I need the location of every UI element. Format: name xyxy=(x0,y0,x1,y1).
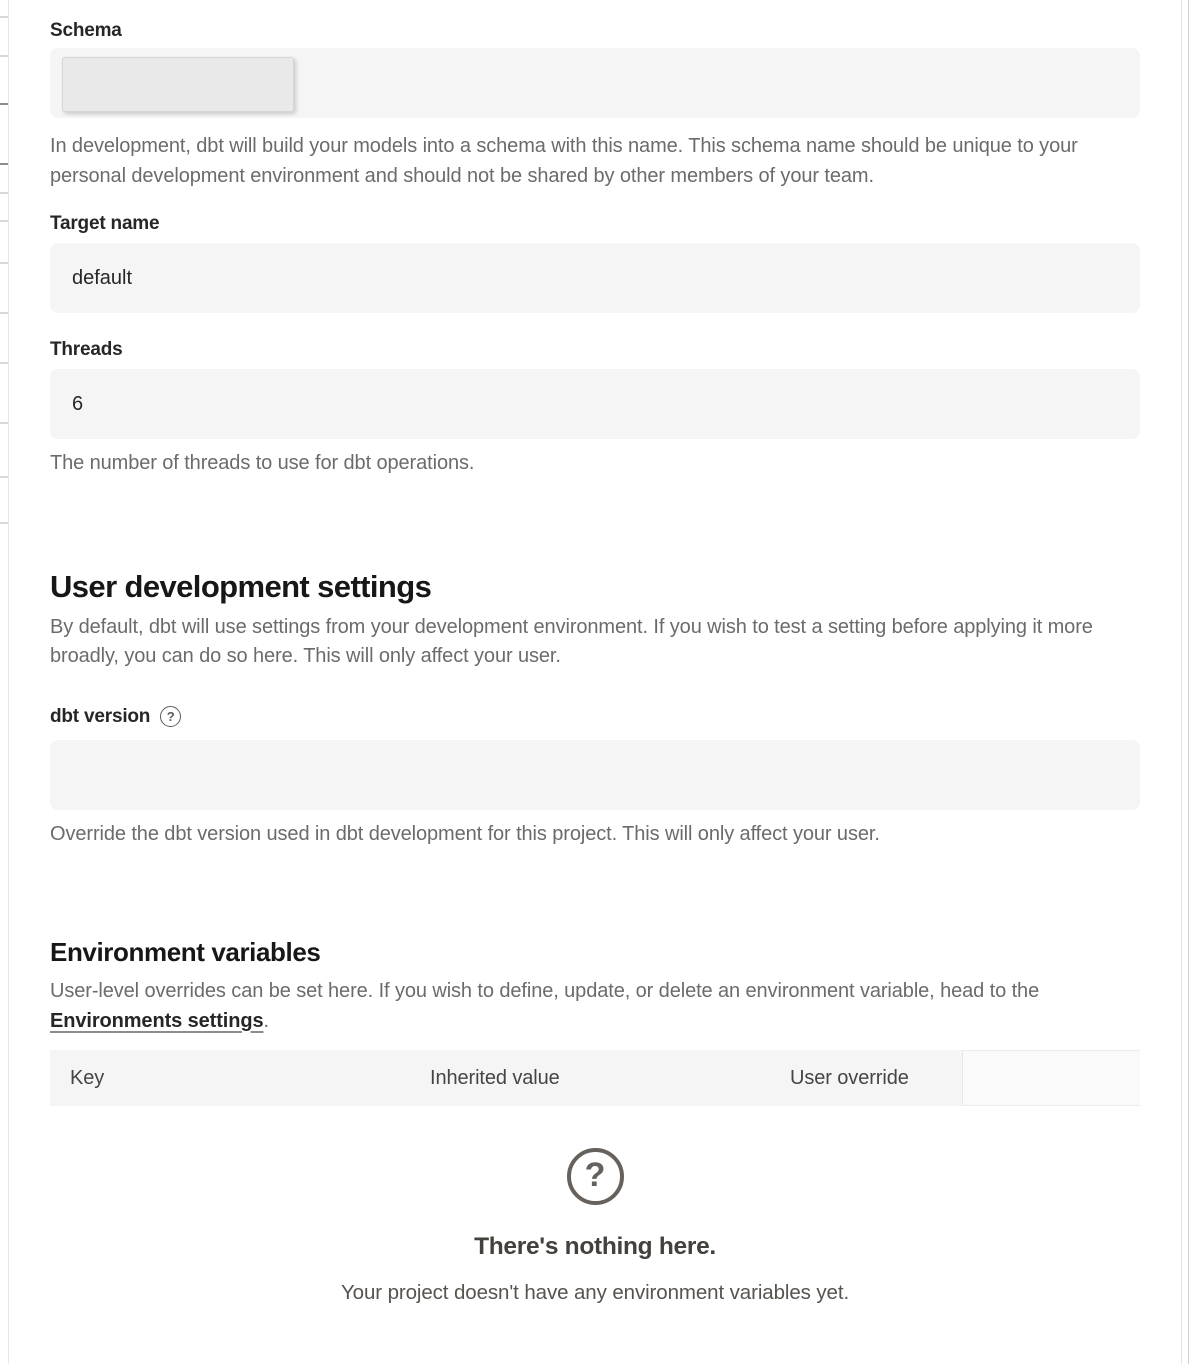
gutter-tick xyxy=(0,103,8,105)
environment-variables-title: Environment variables xyxy=(50,937,321,967)
empty-state-subtitle: Your project doesn't have any environment variables yet. xyxy=(340,1281,850,1304)
dbt-version-help-text: Override the dbt version used in dbt development for this project. This will only affect your user. xyxy=(50,822,880,845)
env-variables-table-header xyxy=(50,1050,1140,1106)
dbt-version-label: dbt version xyxy=(50,705,151,727)
gutter-tick xyxy=(0,522,8,524)
dbt-version-help-icon[interactable]: ? xyxy=(160,706,181,727)
description-period: . xyxy=(263,1009,269,1032)
gutter-tick xyxy=(0,312,8,314)
gutter-tick xyxy=(0,220,8,222)
threads-input[interactable] xyxy=(50,369,1140,439)
target-name-label: Target name xyxy=(50,213,160,234)
target-name-input[interactable] xyxy=(50,243,1140,313)
column-header-user-override: User override xyxy=(790,1066,909,1089)
column-header-key: Key xyxy=(70,1066,105,1089)
gutter-tick xyxy=(0,192,8,194)
user-development-settings-title: User development settings xyxy=(50,568,432,604)
schema-help-text: In development, dbt will build your models into a schema with this name. This schema name should be unique to your personal development environment and should not be shared by other members of your team. xyxy=(50,135,1078,187)
gutter-tick xyxy=(0,163,8,165)
user-development-settings-description: By default, dbt will use settings from your development environment. If you wish to test a setting before applying it more broadly, you can do so here. This will only affect your user. xyxy=(50,615,1093,667)
schema-label: Schema xyxy=(50,20,122,41)
gutter-tick xyxy=(0,16,8,18)
gutter-tick xyxy=(0,262,8,264)
empty-state-title: There's nothing here. xyxy=(474,1233,716,1260)
threads-help-text: The number of threads to use for dbt operations. xyxy=(50,452,475,474)
gutter-tick xyxy=(0,362,8,364)
schema-input[interactable] xyxy=(50,48,1140,118)
question-circle-icon: ? xyxy=(567,1148,624,1205)
threads-label: Threads xyxy=(50,339,123,360)
gutter-tick xyxy=(0,422,8,424)
env-variables-empty-state xyxy=(50,1148,1140,1307)
project-credentials-settings xyxy=(50,18,1140,1307)
cropped-side-panel-edge xyxy=(0,0,9,1364)
column-header-actions xyxy=(962,1050,1140,1106)
gutter-tick xyxy=(0,55,8,57)
description-text: User-level overrides can be set here. If you wish to define, update, or delete an environment variable, head to the xyxy=(50,980,1040,1002)
dbt-version-input[interactable] xyxy=(50,740,1140,810)
environment-variables-description xyxy=(50,977,1135,1036)
redacted-schema-value xyxy=(62,57,294,112)
scrollbar-gutter[interactable] xyxy=(1181,0,1189,1364)
column-header-inherited-value: Inherited value xyxy=(430,1066,560,1089)
environments-settings-link[interactable]: Environments settings xyxy=(50,1009,264,1032)
gutter-tick xyxy=(0,476,8,478)
